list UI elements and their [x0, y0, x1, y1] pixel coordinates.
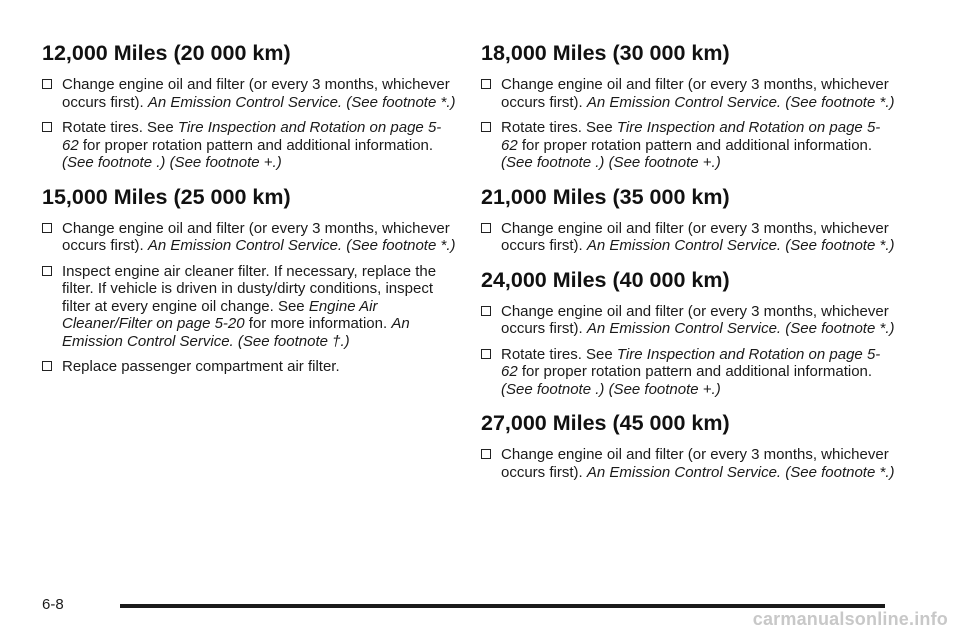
checklist-item: [481, 220, 896, 255]
checklist: [481, 76, 896, 172]
checklist: [42, 220, 457, 376]
section-heading: 15,000 Miles (25 000 km): [42, 184, 291, 209]
reference-text: Tire Inspection and Rotation on page 5-62: [62, 119, 442, 154]
section-heading: 18,000 Miles (30 000 km): [481, 41, 730, 65]
checklist-item: [481, 346, 896, 399]
reference-text: (See footnote .) (See footnote +.): [501, 154, 721, 171]
item-text: for proper rotation pattern and additional information.: [78, 136, 434, 154]
reference-text: An Emission Control Service. (See footnote *.): [586, 237, 895, 254]
section-heading: 12,000 Miles (20 000 km): [42, 41, 291, 65]
checkbox-icon: [481, 79, 491, 89]
item-text: Change engine oil and filter (or every 3 months, whichever occurs first).: [501, 219, 889, 254]
section-heading: 21,000 Miles (35 000 km): [481, 184, 730, 209]
checklist-item: [481, 303, 896, 338]
checkbox-icon: [481, 306, 491, 316]
reference-text: An Emission Control Service. (See footnote *.): [586, 320, 895, 337]
checkbox-icon: [481, 223, 491, 233]
watermark: carmanualsonline.info: [752, 609, 948, 629]
checklist: [481, 220, 896, 255]
item-text: Change engine oil and filter (or every 3 months, whichever occurs first).: [501, 302, 889, 337]
item-text: Rotate tires. See: [501, 345, 617, 363]
item-text: Rotate tires. See: [62, 119, 178, 136]
checklist: [42, 76, 457, 172]
checklist-item: [42, 76, 457, 111]
checkbox-icon: [481, 449, 491, 459]
checkbox-icon: [42, 361, 52, 371]
checklist-item: [42, 220, 457, 255]
item-text: Change engine oil and filter (or every 3 months, whichever occurs first).: [501, 76, 889, 111]
footer-rule: [120, 604, 885, 608]
reference-text: An Emission Control Service. (See footnote *.): [147, 237, 456, 254]
item-text: Change engine oil and filter (or every 3 months, whichever occurs first).: [62, 76, 450, 111]
checklist-item: [42, 119, 457, 172]
checkbox-icon: [481, 349, 491, 359]
item-text: Change engine oil and filter (or every 3 months, whichever occurs first).: [62, 219, 450, 254]
page-number: 6-8: [42, 596, 64, 613]
checkbox-icon: [42, 223, 52, 233]
section-heading: 24,000 Miles (40 000 km): [481, 267, 730, 292]
item-text: for proper rotation pattern and additional information.: [517, 136, 873, 154]
checkbox-icon: [481, 122, 491, 132]
checklist-item: [481, 119, 896, 172]
reference-text: (See footnote .) (See footnote +.): [62, 154, 282, 171]
reference-text: Tire Inspection and Rotation on page 5-62: [501, 345, 881, 380]
checklist-item: [42, 358, 457, 376]
item-text: Inspect engine air cleaner filter. If necessary, replace the filter. If vehicle is driven in dusty/dirty conditions, inspect filter at every engine oil change. See: [62, 262, 437, 315]
reference-text: An Emission Control Service. (See footnote *.): [586, 463, 895, 481]
checkbox-icon: [42, 122, 52, 132]
checklist-item: [42, 263, 457, 351]
reference-text: (See footnote .) (See footnote +.): [501, 380, 721, 398]
checklist-item: [481, 446, 896, 481]
reference-text: An Emission Control Service. (See footnote *.): [147, 93, 456, 111]
checklist: [481, 446, 896, 481]
section-heading: 27,000 Miles (45 000 km): [481, 411, 730, 435]
item-text: Rotate tires. See: [501, 119, 617, 136]
reference-text: Engine Air Cleaner/Filter on page 5-20: [62, 297, 378, 332]
item-text: for more information.: [244, 315, 392, 332]
reference-text: Tire Inspection and Rotation on page 5-62: [501, 119, 881, 154]
left-column: [42, 40, 457, 388]
checklist: [481, 303, 896, 399]
item-text: for proper rotation pattern and additional information.: [517, 363, 873, 380]
reference-text: An Emission Control Service. (See footnote †.): [62, 315, 410, 350]
item-text: Change engine oil and filter (or every 3 months, whichever occurs first).: [501, 446, 889, 481]
checkbox-icon: [42, 79, 52, 89]
right-column: [481, 40, 896, 493]
reference-text: An Emission Control Service. (See footnote *.): [586, 93, 895, 111]
checkbox-icon: [42, 266, 52, 276]
item-text: Replace passenger compartment air filter.: [62, 358, 340, 375]
checklist-item: [481, 76, 896, 111]
